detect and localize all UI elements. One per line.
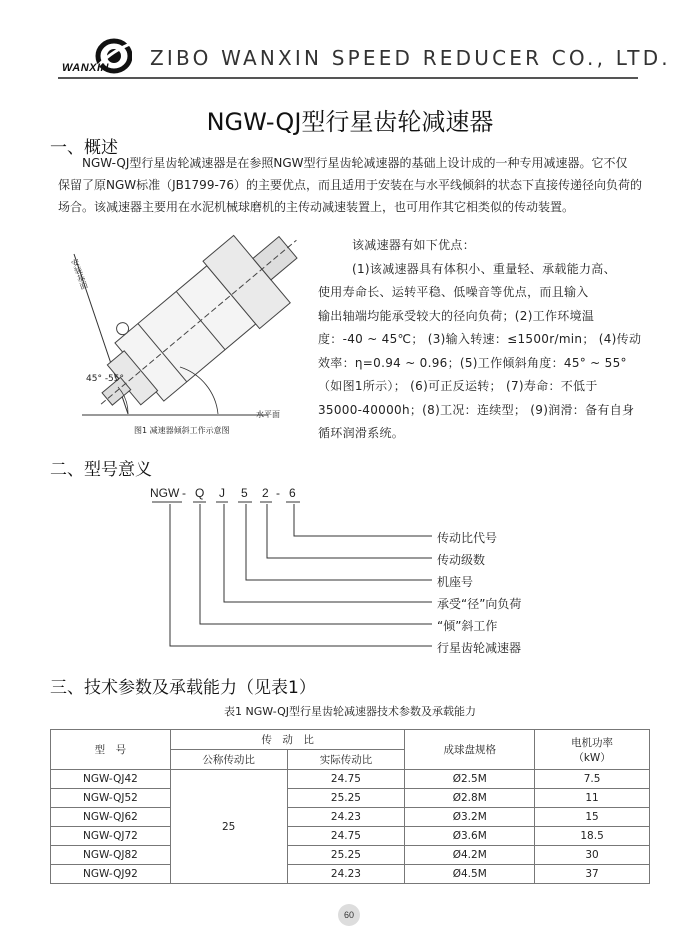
angle-label: 45° -55° bbox=[86, 374, 125, 384]
section-heading-params: 三、技术参数及承载能力（见表1） bbox=[50, 678, 316, 698]
cell-power: 37 bbox=[535, 865, 650, 884]
section-heading-overview: 一、概述 bbox=[50, 138, 118, 158]
overview-line: 保留了原NGW标准（JB1799-76）的主要优点，而且适用于安装在与水平线倾斜的状态下直接传递径向负荷的 bbox=[58, 178, 643, 192]
code-label-planetary: 行星齿轮减速器 bbox=[437, 641, 522, 655]
code-label-ratio: 传动比代号 bbox=[437, 531, 498, 545]
code-q: Q bbox=[195, 486, 205, 500]
code-dash: - bbox=[182, 486, 186, 500]
advantages-text bbox=[318, 234, 658, 446]
header-mill: 成球盘规格 bbox=[405, 730, 535, 770]
header-power-unit: （kW） bbox=[573, 751, 611, 764]
cell-actual: 24.23 bbox=[287, 865, 405, 884]
table-row bbox=[51, 827, 650, 846]
code-j: J bbox=[219, 486, 225, 500]
header-power bbox=[535, 730, 650, 770]
table-row bbox=[51, 846, 650, 865]
cell-mill: Ø4.2M bbox=[405, 846, 535, 865]
advantage-line: （如图1所示）； (6)可正反运转； (7)寿命：不低于 bbox=[318, 379, 598, 393]
table-row bbox=[51, 770, 650, 789]
cell-mill: Ø2.8M bbox=[405, 789, 535, 808]
cell-nominal: 25 bbox=[170, 770, 287, 884]
cell-power: 18.5 bbox=[535, 827, 650, 846]
header-ratio: 传 动 比 bbox=[170, 730, 405, 750]
cell-actual: 25.25 bbox=[287, 789, 405, 808]
cell-power: 30 bbox=[535, 846, 650, 865]
table-row bbox=[51, 789, 650, 808]
code-label-radial: 承受“径”向负荷 bbox=[437, 597, 522, 611]
cell-mill: Ø2.5M bbox=[405, 770, 535, 789]
overview-line: NGW-QJ型行星齿轮减速器是在参照NGW型行星齿轮减速器的基础上设计成的一种专用减速器。它不仅 bbox=[82, 156, 628, 170]
logo-text: WANXIN bbox=[62, 62, 109, 74]
cell-model: NGW-QJ62 bbox=[51, 808, 171, 827]
advantage-line: 该减速器有如下优点： bbox=[352, 238, 476, 252]
page-number: 60 bbox=[338, 904, 360, 926]
cell-actual: 24.75 bbox=[287, 827, 405, 846]
advantage-line: (1)该减速器具有体积小、重量轻、承载能力高、 bbox=[352, 261, 616, 276]
advantage-line: 效率：η=0.94 ~ 0.96；(5)工作倾斜角度：45° ~ 55° bbox=[318, 355, 627, 370]
cell-actual: 25.25 bbox=[287, 846, 405, 865]
cell-power: 15 bbox=[535, 808, 650, 827]
code-6: 6 bbox=[289, 486, 296, 500]
overview-paragraph bbox=[58, 152, 658, 218]
section-heading-model: 二、型号意义 bbox=[50, 460, 152, 480]
code-label-frame: 机座号 bbox=[437, 575, 474, 589]
code-label-tilt: “倾”斜工作 bbox=[437, 619, 498, 633]
header-actual: 实际传动比 bbox=[287, 750, 405, 770]
reducer-tilt-figure bbox=[68, 232, 318, 432]
code-dash2: - bbox=[276, 486, 280, 500]
advantage-line: 度：-40 ~ 45℃； (3)输入转速：≤1500r/min； (4)传动 bbox=[318, 332, 642, 346]
header-nominal: 公称传动比 bbox=[170, 750, 287, 770]
cell-model: NGW-QJ92 bbox=[51, 865, 171, 884]
cell-model: NGW-QJ82 bbox=[51, 846, 171, 865]
cell-mill: Ø3.6M bbox=[405, 827, 535, 846]
cell-mill: Ø4.5M bbox=[405, 865, 535, 884]
cell-model: NGW-QJ42 bbox=[51, 770, 171, 789]
model-code-leader-lines bbox=[140, 500, 440, 660]
cell-power: 7.5 bbox=[535, 770, 650, 789]
table-row bbox=[51, 865, 650, 884]
page-title: NGW-QJ型行星齿轮减速器 bbox=[206, 108, 494, 136]
cell-mill: Ø3.2M bbox=[405, 808, 535, 827]
header-divider bbox=[58, 77, 638, 79]
figure-caption: 图1 减速器倾斜工作示意图 bbox=[134, 426, 230, 435]
company-name: ZIBO WANXIN SPEED REDUCER CO., LTD. bbox=[150, 46, 671, 70]
cell-actual: 24.23 bbox=[287, 808, 405, 827]
header-model: 型 号 bbox=[51, 730, 171, 770]
header-power-label: 电机功率 bbox=[571, 736, 614, 749]
cell-model: NGW-QJ72 bbox=[51, 827, 171, 846]
cell-power: 11 bbox=[535, 789, 650, 808]
code-ngw: NGW bbox=[150, 486, 180, 500]
table-row bbox=[51, 808, 650, 827]
mounting-surface-label: 安装基面 bbox=[69, 257, 90, 291]
cell-model: NGW-QJ52 bbox=[51, 789, 171, 808]
advantage-line: 35000-40000h；(8)工况：连续型； (9)润滑：备有自身 bbox=[318, 402, 635, 417]
advantage-line: 使用寿命长、运转平稳、低噪音等优点，而且输入 bbox=[318, 285, 589, 299]
overview-line: 场合。该减速器主要用在水泥机械球磨机的主传动减速装置上，也可用作其它相类似的传动装置。 bbox=[58, 200, 575, 214]
cell-actual: 24.75 bbox=[287, 770, 405, 789]
advantage-line: 循环润滑系统。 bbox=[318, 426, 405, 440]
code-label-stages: 传动级数 bbox=[437, 553, 486, 567]
table-caption: 表1 NGW-QJ型行星齿轮减速器技术参数及承载能力 bbox=[224, 705, 476, 718]
code-2: 2 bbox=[262, 486, 269, 500]
advantage-line: 输出轴端均能承受较大的径向负荷；(2)工作环境温 bbox=[318, 308, 595, 323]
horizontal-label: 水平面 bbox=[256, 410, 280, 419]
code-5: 5 bbox=[241, 486, 248, 500]
spec-table bbox=[50, 729, 650, 884]
